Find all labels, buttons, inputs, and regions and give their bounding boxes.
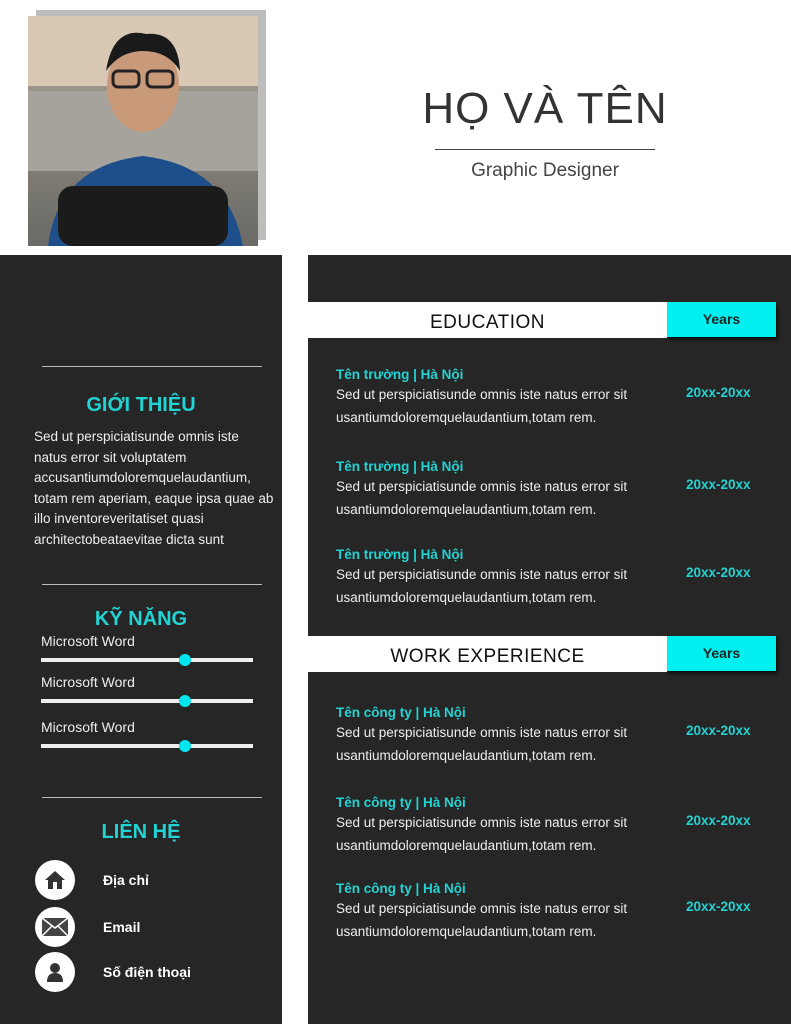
entry-line: Sed ut perspiciatisunde omnis iste natus error sit — [336, 725, 628, 740]
contact-label: Email — [103, 919, 141, 935]
entry-line: usantiumdoloremquelaudantium,totam rem. — [336, 502, 597, 517]
entry-line: Sed ut perspiciatisunde omnis iste natus error sit — [336, 815, 628, 830]
skill-level-bar — [41, 699, 253, 703]
entry-years: 20xx-20xx — [686, 477, 751, 492]
entry-title: Tên trường | Hà Nội — [336, 459, 464, 474]
profile-photo — [28, 16, 258, 246]
intro-heading: GIỚI THIỆU — [86, 394, 196, 416]
entry-years: 20xx-20xx — [686, 723, 751, 738]
entry-line: usantiumdoloremquelaudantium,totam rem. — [336, 748, 597, 763]
contact-label: Số điện thoại — [103, 964, 191, 980]
entry-description — [336, 475, 656, 521]
divider — [42, 366, 262, 367]
entry-line: Sed ut perspiciatisunde omnis iste natus error sit — [336, 567, 628, 582]
entry-title: Tên công ty | Hà Nội — [336, 881, 466, 896]
entry-description — [336, 721, 656, 767]
entry-description — [336, 383, 656, 429]
education-heading: EDUCATION — [308, 302, 667, 338]
entry-line: usantiumdoloremquelaudantium,totam rem. — [336, 838, 597, 853]
job-title: Graphic Designer — [471, 160, 619, 181]
entry-title: Tên trường | Hà Nội — [336, 367, 464, 382]
home-icon — [35, 860, 75, 900]
entry-years: 20xx-20xx — [686, 565, 751, 580]
entry-line: usantiumdoloremquelaudantium,totam rem. — [336, 410, 597, 425]
entry-line: usantiumdoloremquelaudantium,totam rem. — [336, 924, 597, 939]
title-divider — [435, 149, 655, 150]
entry-line: Sed ut perspiciatisunde omnis iste natus error sit — [336, 901, 628, 916]
entry-line: Sed ut perspiciatisunde omnis iste natus error sit — [336, 387, 628, 402]
entry-line: Sed ut perspiciatisunde omnis iste natus error sit — [336, 479, 628, 494]
skill-level-bar — [41, 658, 253, 662]
entry-years: 20xx-20xx — [686, 899, 751, 914]
intro-text: Sed ut perspiciatisunde omnis iste natus error sit voluptatem accusantiumdoloremquelaudantium, totam rem aperiam, eaque ipsa quae ab illo inventoreveritatiset quasi architectobeataevitae dicta sunt — [34, 429, 274, 547]
entry-title: Tên trường | Hà Nội — [336, 547, 464, 562]
entry-line: usantiumdoloremquelaudantium,totam rem. — [336, 590, 597, 605]
entry-years: 20xx-20xx — [686, 813, 751, 828]
entry-years: 20xx-20xx — [686, 385, 751, 400]
divider — [42, 797, 262, 798]
skill-label: Microsoft Word — [41, 674, 135, 690]
skill-level-bar — [41, 744, 253, 748]
candidate-name: HỌ VÀ TÊN — [422, 84, 668, 133]
entry-title: Tên công ty | Hà Nội — [336, 705, 466, 720]
envelope-icon — [35, 907, 75, 947]
person-icon — [35, 952, 75, 992]
skills-heading: KỸ NĂNG — [94, 608, 188, 630]
work-heading: WORK EXPERIENCE — [308, 636, 667, 672]
contact-label: Địa chỉ — [103, 872, 149, 888]
divider — [42, 584, 262, 585]
entry-description — [336, 811, 656, 857]
entry-description — [336, 563, 656, 609]
entry-title: Tên công ty | Hà Nội — [336, 795, 466, 810]
education-years-label: Years — [667, 302, 776, 337]
skill-label: Microsoft Word — [41, 633, 135, 649]
contact-heading: LIÊN HỆ — [101, 821, 181, 843]
entry-description — [336, 897, 656, 943]
skill-label: Microsoft Word — [41, 719, 135, 735]
work-years-label: Years — [667, 636, 776, 671]
